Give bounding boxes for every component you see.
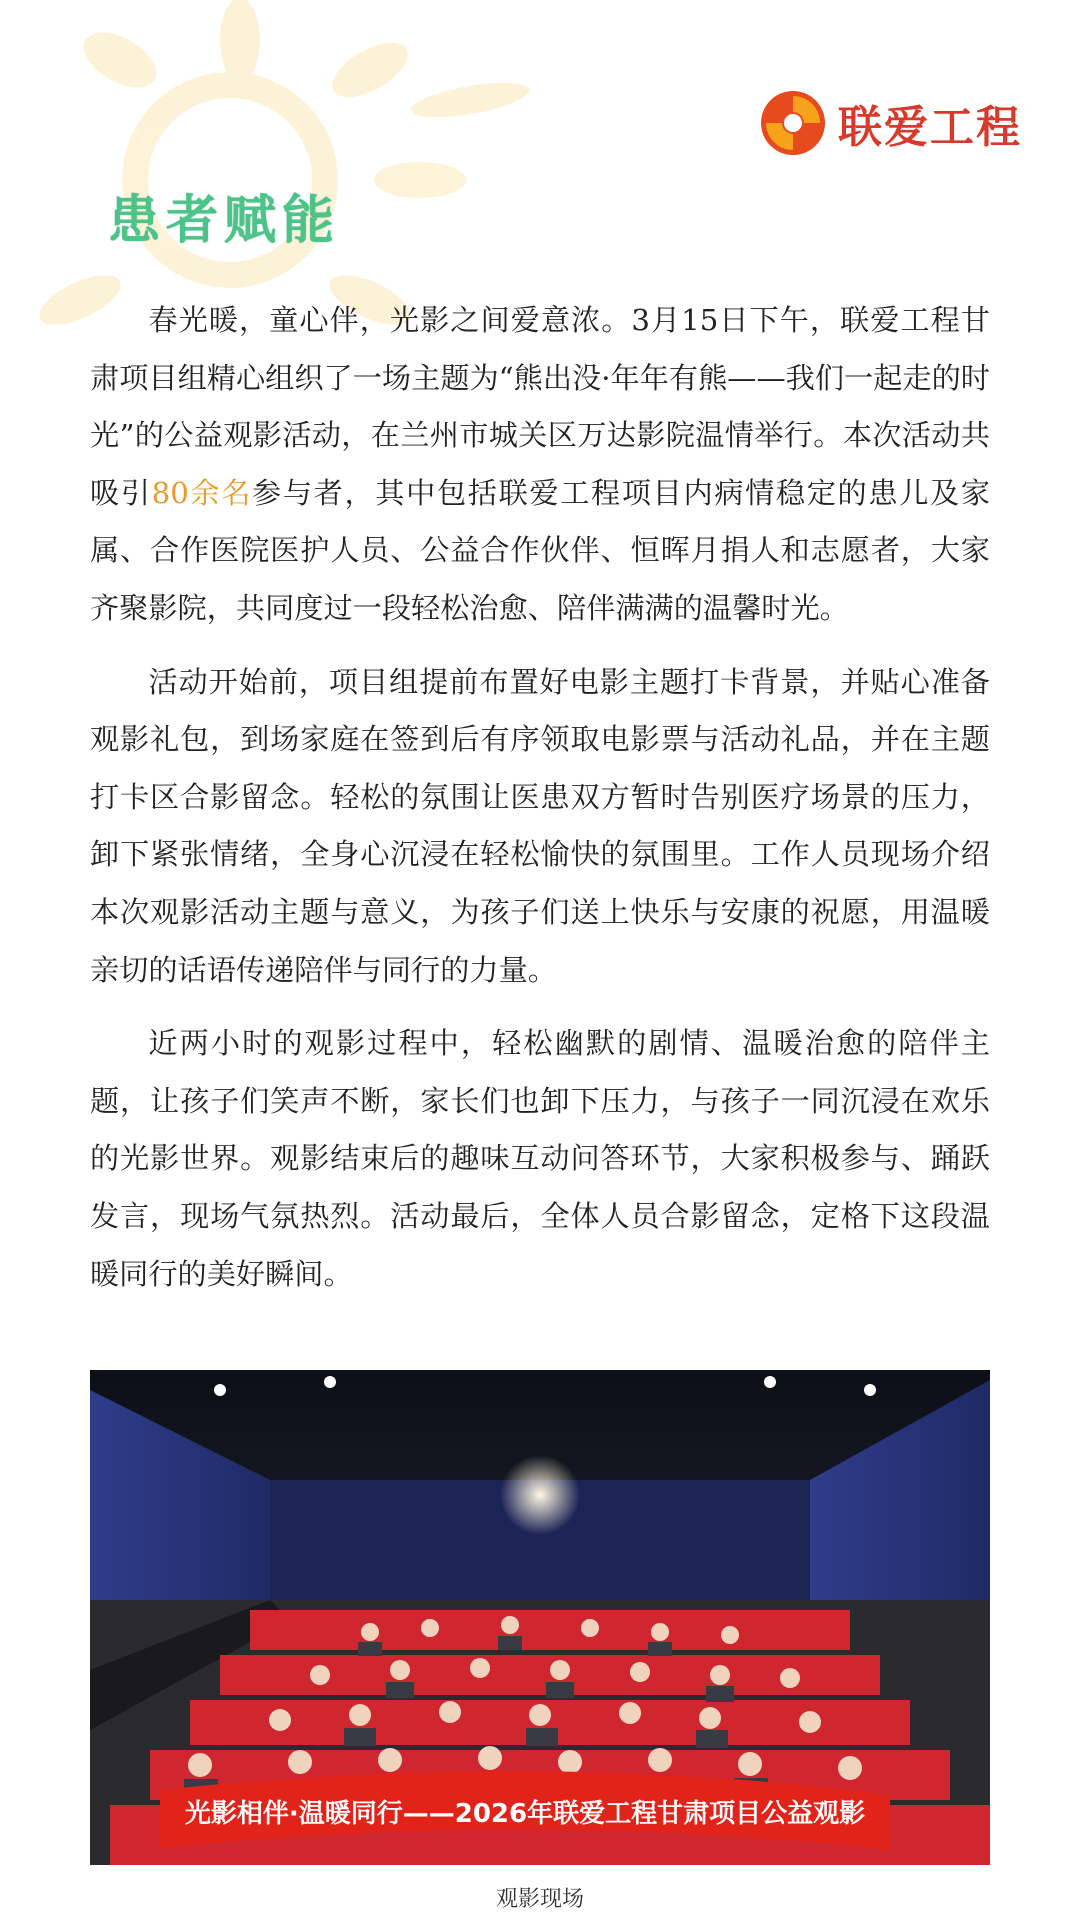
logo-swirl-icon [758,88,828,158]
cinema-group-photo [90,1370,990,1865]
brand-logo [758,86,1022,160]
participant-count-highlight: 80余名 [151,475,253,510]
paragraph-2: 活动开始前，项目组提前布置好电影主题打卡背景，并贴心准备观影礼包，到场家庭在签到后有序领取电影票与活动礼品，并在主题打卡区合影留念。轻松的氛围让医患双方暂时告别医疗场景的压力，卸下紧张情绪，全身心沉浸在轻松愉快的氛围里。工作人员现场介绍本次观影活动主题与意义，为孩子们送上快乐与安康的祝愿，用温暖亲切的话语传递陪伴与同行的力量。 [90,664,990,987]
article-body [90,292,990,1319]
paragraph-1 [90,292,990,638]
paragraph-1-text-a: 春光暖，童心伴，光影之间爱意浓。3月15日下午，联爱工程甘肃项目组精心组织了一场主题为“熊出没·年年有熊——我们一起走的时光”的公益观影活动，在兰州市城关区万达影院温情举行。本次活动共吸引 [90,303,990,510]
photo-banner-text: 光影相伴·温暖同行——2026年联爱工程甘肃项目公益观影 [184,1799,866,1829]
section-title: 患者赋能 [108,191,341,251]
paragraph-1-text-b: 参与者，其中包括联爱工程项目内病情稳定的患儿及家属、合作医院医护人员、公益合作伙伴、恒晖月捐人和志愿者，大家齐聚影院，共同度过一段轻松治愈、陪伴满满的温馨时光。 [90,475,991,625]
photo-caption: 观影现场 [495,1887,584,1912]
logo-text: 联爱工程 [838,102,1022,153]
paragraph-3: 近两小时的观影过程中，轻松幽默的剧情、温暖治愈的陪伴主题，让孩子们笑声不断，家长们也卸下压力，与孩子一同沉浸在欢乐的光影世界。观影结束后的趣味互动问答环节，大家积极参与、踊跃发言，现场气氛热烈。活动最后，全体人员合影留念，定格下这段温暖同行的美好瞬间。 [90,1026,990,1291]
